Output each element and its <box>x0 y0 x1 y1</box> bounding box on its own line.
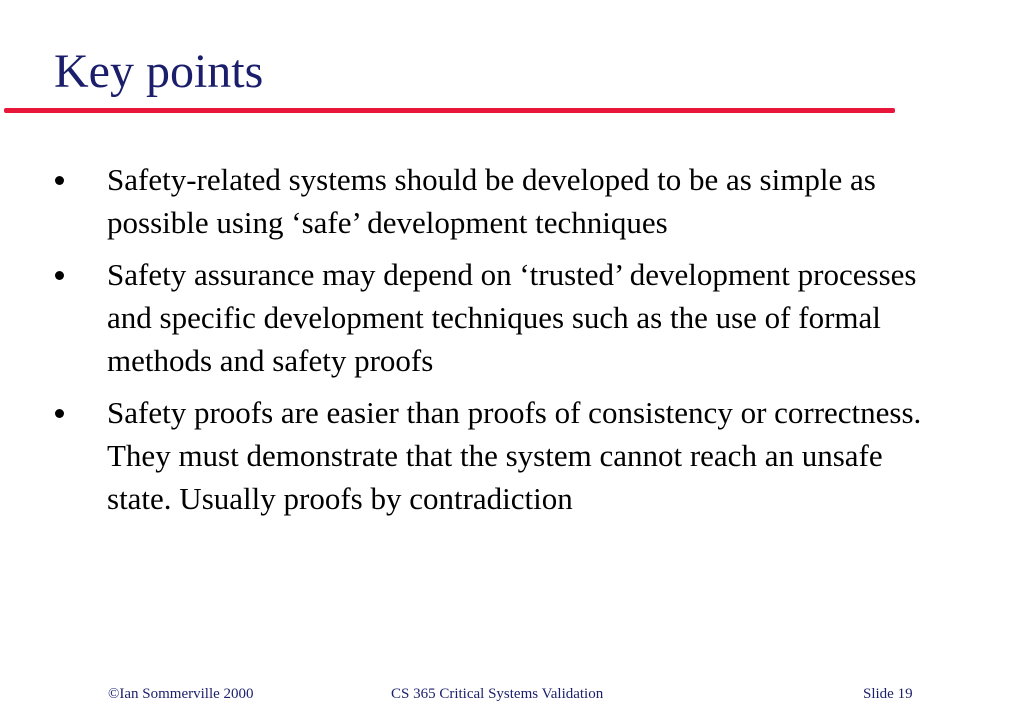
bullet-text: Safety-related systems should be developed to be as simple as possible using ‘safe’ development techniques <box>107 162 876 240</box>
footer-slide-number: Slide 19 <box>863 686 913 702</box>
bullet-list <box>55 158 935 529</box>
title-divider <box>4 108 895 113</box>
bullet-text: Safety proofs are easier than proofs of consistency or correctness. They must demonstrate that the system cannot reach an unsafe state. Usually proofs by contradiction <box>107 395 922 516</box>
slide-title: Key points <box>54 45 264 98</box>
bullet-item <box>55 253 935 382</box>
bullet-item <box>55 158 935 244</box>
bullet-item <box>55 391 935 520</box>
bullet-dot-icon <box>55 176 64 185</box>
footer-course: CS 365 Critical Systems Validation <box>391 686 604 702</box>
bullet-dot-icon <box>55 271 64 280</box>
footer-copyright: ©Ian Sommerville 2000 <box>108 686 254 702</box>
bullet-dot-icon <box>55 409 64 418</box>
bullet-text: Safety assurance may depend on ‘trusted’ development processes and specific development techniques such as the use of formal methods and safety proofs <box>107 257 917 378</box>
